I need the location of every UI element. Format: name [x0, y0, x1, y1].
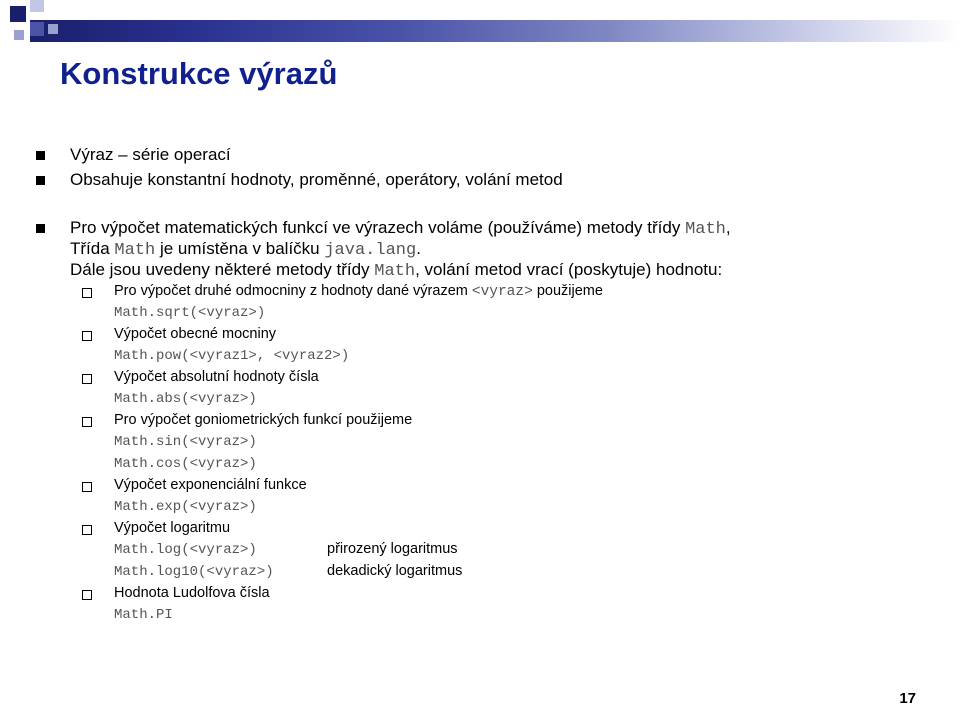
- bullet-hollow-icon: [82, 525, 92, 535]
- code-log: Math.log(<vyraz>): [114, 542, 257, 558]
- code-sqrt: Math.sqrt(<vyraz>): [114, 305, 266, 321]
- bullet-hollow-icon: [82, 590, 92, 600]
- bullet-text-line: [70, 260, 722, 281]
- sub-bullet-text: Výpočet logaritmu: [114, 520, 231, 536]
- text-segment: , volání metod vrací (poskytuje) hodnotu:: [415, 260, 723, 279]
- note-natural-log: přirozený logaritmus: [327, 541, 458, 557]
- sub-bullet-text: Výpočet obecné mocniny: [114, 326, 277, 342]
- bullet-hollow-icon: [82, 331, 92, 341]
- bullet-hollow-icon: [82, 417, 92, 427]
- text-segment: .: [416, 239, 421, 258]
- text-segment: Pro výpočet matematických funkcí ve výrazech voláme (používáme) metody třídy: [70, 218, 686, 237]
- bullet-hollow-icon: [82, 482, 92, 492]
- code-math: Math: [374, 262, 416, 281]
- bullet-square-icon: [36, 176, 45, 185]
- code-abs: Math.abs(<vyraz>): [114, 391, 257, 407]
- header-gradient-bar: [30, 20, 960, 42]
- code-math: Math: [114, 241, 156, 260]
- deco-square: [10, 6, 26, 22]
- deco-square: [30, 22, 44, 36]
- deco-square: [48, 24, 58, 34]
- code-math: Math: [685, 220, 726, 239]
- code-vyraz: <vyraz>: [471, 284, 533, 300]
- note-decadic-log: dekadický logaritmus: [327, 563, 463, 579]
- sub-bullet-text: Hodnota Ludolfova čísla: [114, 585, 270, 601]
- code-exp: Math.exp(<vyraz>): [114, 499, 257, 515]
- sub-bullet-text: [114, 283, 603, 300]
- bullet-text: Obsahuje konstantní hodnoty, proměnné, operátory, volání metod: [70, 170, 563, 189]
- sub-bullet-text: Výpočet exponenciální funkce: [114, 477, 307, 493]
- code-sin: Math.sin(<vyraz>): [114, 434, 257, 450]
- code-pow: Math.pow(<vyraz1>, <vyraz2>): [114, 348, 350, 364]
- bullet-square-icon: [36, 151, 45, 160]
- text-segment: je umístěna v balíčku: [155, 239, 325, 258]
- bullet-text: Výraz – série operací: [70, 145, 231, 164]
- bullet-square-icon: [36, 224, 45, 233]
- deco-square: [30, 0, 44, 12]
- deco-square: [14, 30, 24, 40]
- header-decoration: [0, 0, 960, 60]
- page-number: 17: [899, 690, 916, 707]
- code-log10: Math.log10(<vyraz>): [114, 564, 274, 580]
- sub-bullet-text: Pro výpočet goniometrických funkcí použijeme: [114, 412, 413, 428]
- bullet-hollow-icon: [82, 288, 92, 298]
- text-segment: Dále jsou uvedeny některé metody třídy: [70, 260, 375, 279]
- code-cos: Math.cos(<vyraz>): [114, 456, 257, 472]
- bullet-hollow-icon: [82, 374, 92, 384]
- code-pi: Math.PI: [114, 607, 173, 623]
- text-segment: ,: [725, 218, 731, 237]
- bullet-text-line: [70, 218, 731, 239]
- bullet-text-line: [70, 239, 421, 260]
- text-segment: Třída: [70, 239, 115, 258]
- text-segment: Pro výpočet druhé odmocniny z hodnoty dané výrazem: [114, 283, 472, 299]
- code-package: java.lang: [324, 241, 417, 260]
- sub-bullet-text: Výpočet absolutní hodnoty čísla: [114, 369, 319, 385]
- text-segment: použijeme: [532, 283, 603, 299]
- slide-title: Konstrukce výrazů: [60, 56, 338, 91]
